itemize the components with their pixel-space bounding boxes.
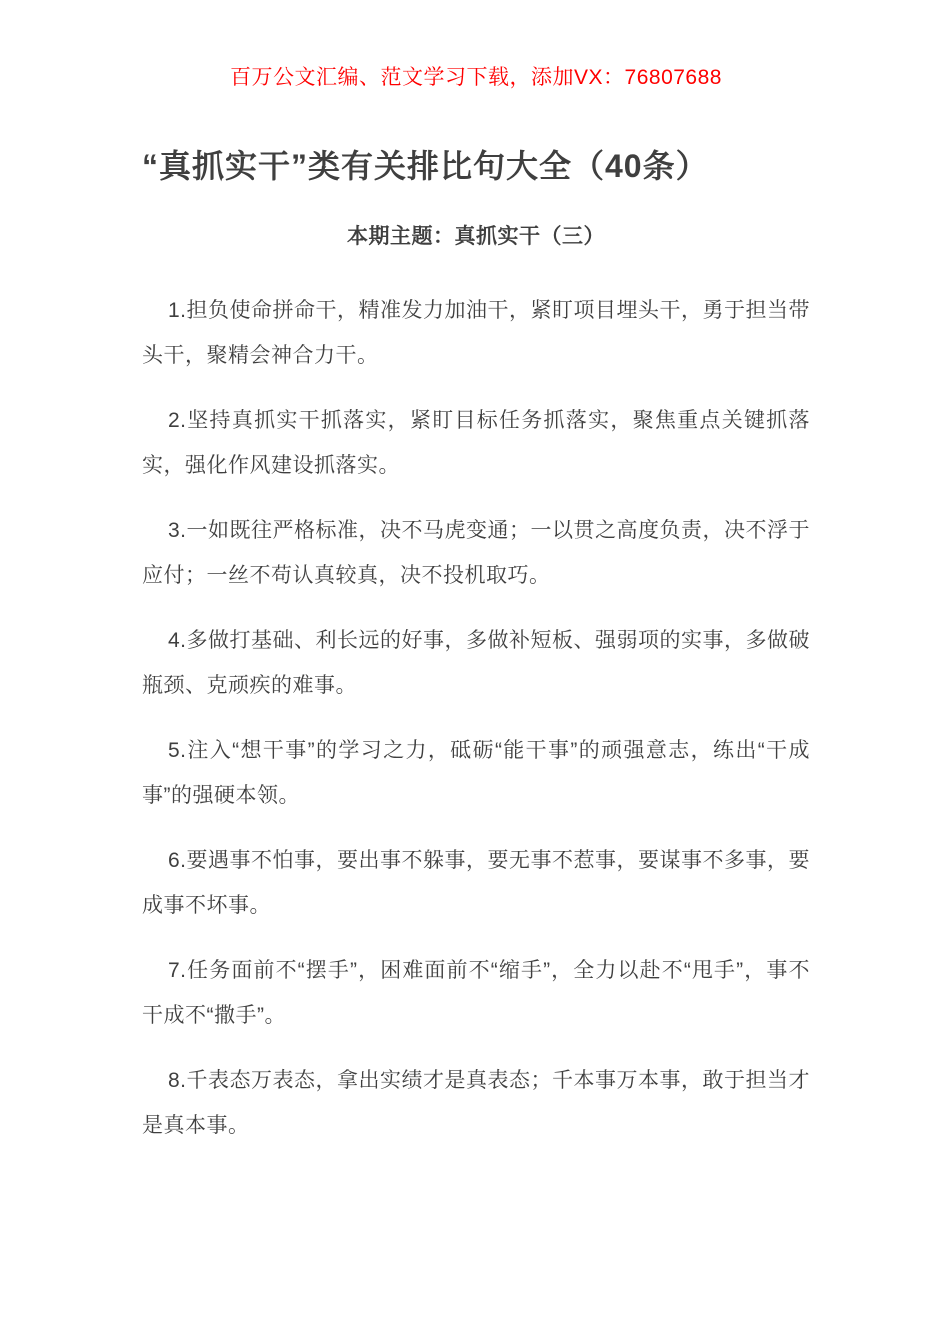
paragraph: 7.任务面前不“摆手”，困难面前不“缩手”，全力以赴不“甩手”，事不干成不“撒手”。 xyxy=(142,959,810,1027)
paragraph: 4.多做打基础、利长远的好事，多做补短板、强弱项的实事，多做破瓶颈、克顽疾的难事。 xyxy=(142,629,811,697)
paragraph: 5.注入“想干事”的学习之力，砥砺“能干事”的顽强意志，练出“干成事”的强硬本领。 xyxy=(142,739,810,807)
paragraph: 8.千表态万表态，拿出实绩才是真表态；千本事万本事，敢于担当才是真本事。 xyxy=(142,1069,811,1137)
document-subtitle: 本期主题：真抓实干（三） xyxy=(347,225,605,248)
paragraph: 3.一如既往严格标准，决不马虎变通；一以贯之高度负责，决不浮于应付；一丝不苟认真较真，决不投机取巧。 xyxy=(142,519,811,587)
document-title: “真抓实干”类有关排比句大全（40条） xyxy=(142,148,709,184)
paragraph: 1.担负使命拼命干，精准发力加油干，紧盯项目埋头干，勇于担当带头干，聚精会神合力干。 xyxy=(142,299,811,367)
paragraph: 2.坚持真抓实干抓落实，紧盯目标任务抓落实，聚焦重点关键抓落实，强化作风建设抓落实。 xyxy=(142,409,810,477)
header-notice: 百万公文汇编、范文学习下载，添加VX：76807688 xyxy=(230,66,722,89)
paragraph: 6.要遇事不怕事，要出事不躲事，要无事不惹事，要谋事不多事，要成事不坏事。 xyxy=(142,849,811,917)
document-body xyxy=(142,288,810,1148)
